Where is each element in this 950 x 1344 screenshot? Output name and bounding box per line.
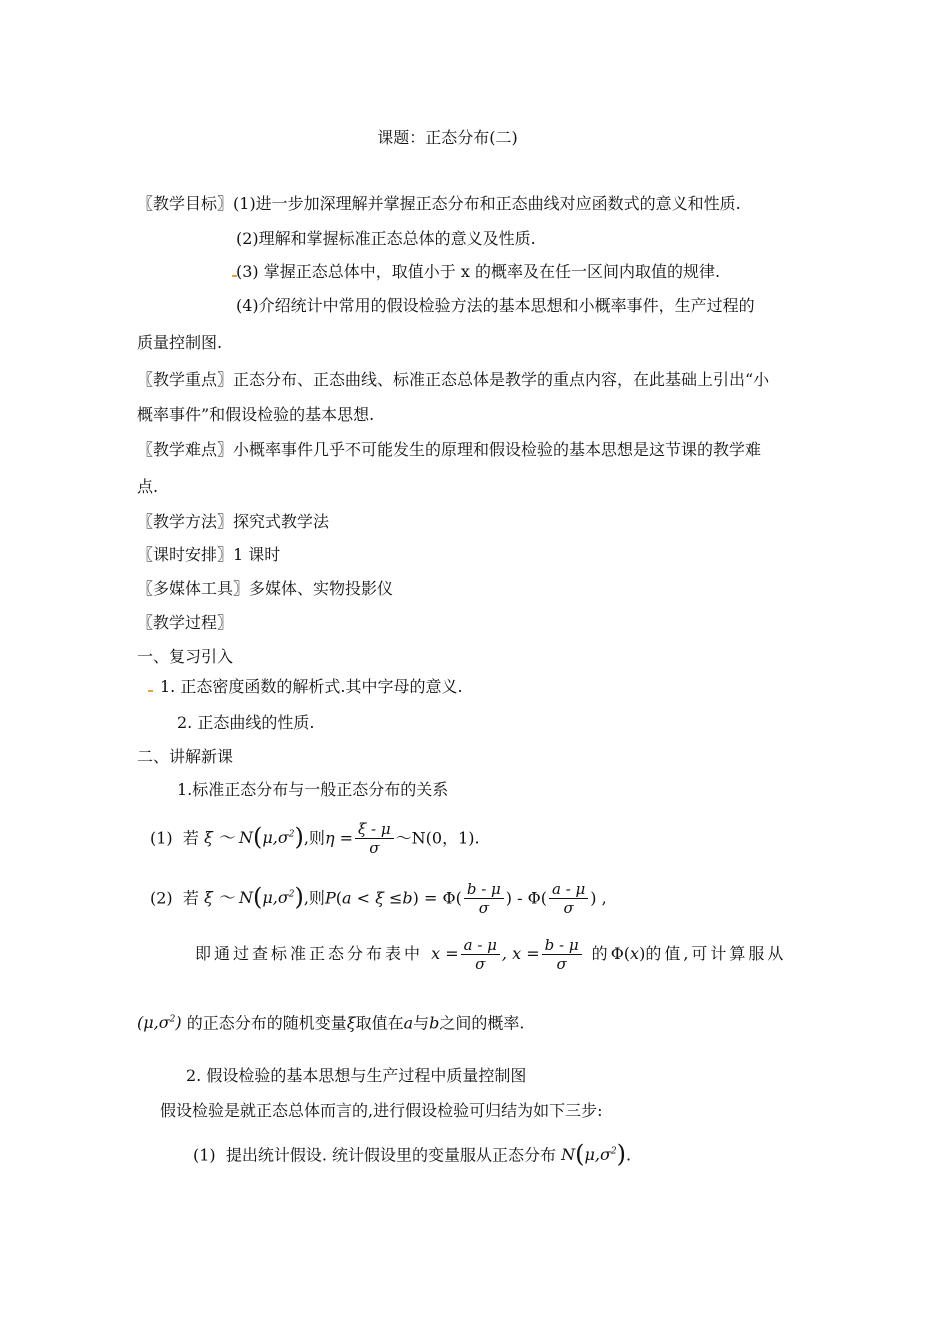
objectives-label: 〖教学目标〗 <box>137 194 234 213</box>
formula-1: (1) 若 ξ ～ $N(\mu,\sigma^2)$,则η = $\frac{\xi - \mu}{\sigma}$ ～N(0，1). <box>150 820 480 858</box>
objectives-item4a: (4)介绍统计中常用的假设检验方法的基本思想和小概率事件，生产过程的 <box>236 296 755 315</box>
section2-heading: 二、讲解新课 <box>137 747 234 766</box>
objectives-item4b: 质量控制图. <box>137 333 223 352</box>
lookup-paragraph: 即通过查标准正态分布表中 x = $\frac{a - \mu}{\sigma}$ , x = $\frac{b - \mu}{\sigma}$ 的Φ(x)的值,可计算服从 <box>195 936 787 973</box>
fraction: $\frac{a - \mu}{\sigma}$ <box>549 880 588 917</box>
fraction: $\frac{b - \mu}{\sigma}$ <box>542 936 582 973</box>
difficulties-line2: 点. <box>137 477 159 496</box>
objectives-item3: (3) 掌握正态总体中，取值小于 x 的概率及在任一区间内取值的规律. <box>236 262 721 281</box>
section1-item2: 2. 正态曲线的性质. <box>177 713 315 732</box>
objectives-item2: (2)理解和掌握标准正态总体的意义及性质. <box>236 229 536 248</box>
teaching-process: 〖教学过程〗 <box>137 613 234 632</box>
fraction: $\frac{\xi - \mu}{\sigma}$ <box>355 820 394 857</box>
multimedia-tools: 〖多媒体工具〗多媒体、实物投影仪 <box>137 579 394 598</box>
page-title: 课题：正态分布(二) <box>377 128 518 147</box>
section1-item1: 1. 正态密度函数的解析式.其中字母的意义. <box>160 677 463 696</box>
lookup-paragraph-cont: $(\mu,\sigma^2)$ 的正态分布的随机变量ξ取值在a与b之间的概率. <box>137 1013 525 1033</box>
step-1: (1) 提出统计假设. 统计假设里的变量服从正态分布 $N(\mu,\sigma^2)$. <box>193 1140 632 1169</box>
section2-sub1: 1.标准正态分布与一般正态分布的关系 <box>177 780 449 799</box>
keypoints-line2: 概率事件”和假设检验的基本思想. <box>137 405 375 424</box>
formula-2: (2) 若 ξ ～ $N(\mu,\sigma^2)$,则P(a < ξ ≤b) = Φ( $\frac{b - \mu}{\sigma}$ ) - Φ( $\frac{a - \mu}{\sigma}$ ) , <box>150 880 607 918</box>
section1-heading: 一、复习引入 <box>137 647 234 666</box>
teaching-method: 〖教学方法〗探究式教学法 <box>137 512 330 531</box>
fraction: $\frac{b - \mu}{\sigma}$ <box>464 880 504 917</box>
class-schedule: 〖课时安排〗1 课时 <box>137 545 281 564</box>
section2-sub2: 2. 假设检验的基本思想与生产过程中质量控制图 <box>186 1066 527 1085</box>
hypothesis-intro: 假设检验是就正态总体而言的,进行假设检验可归结为如下三步: <box>160 1101 603 1120</box>
keypoints-line1: 〖教学重点〗正态分布、正态曲线、标准正态总体是教学的重点内容，在此基础上引出“小 <box>137 370 770 389</box>
objectives-item1: 〖教学目标〗(1)进一步加深理解并掌握正态分布和正态曲线对应函数式的意义和性质. <box>137 194 741 213</box>
difficulties-line1: 〖教学难点〗小概率事件几乎不可能发生的原理和假设检验的基本思想是这节课的教学难 <box>137 440 762 459</box>
edit-marker <box>148 690 153 692</box>
fraction: $\frac{a - \mu}{\sigma}$ <box>461 936 500 973</box>
